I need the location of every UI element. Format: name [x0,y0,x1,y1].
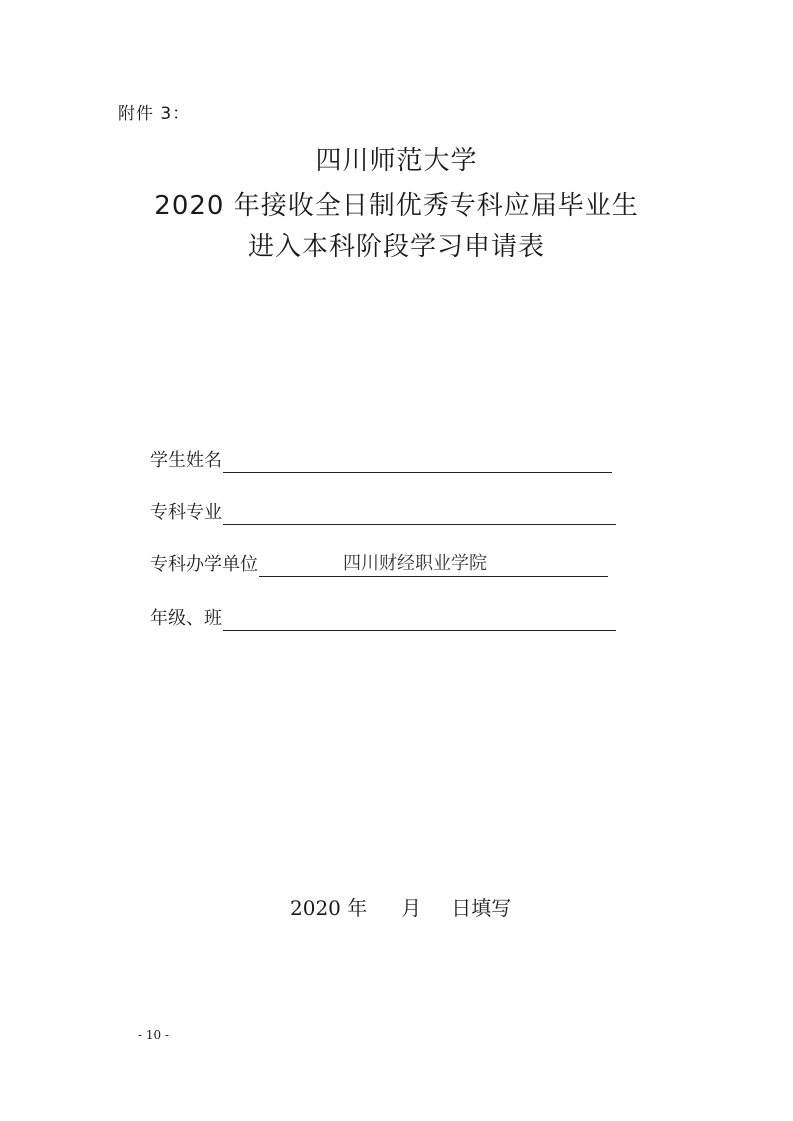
page-number: - 10 - [138,1028,170,1042]
school-label: 专科办学单位 [150,554,258,575]
school-line[interactable] [259,552,608,577]
class-field [150,601,616,631]
title-line-1: 四川师范大学 [315,146,478,176]
date-month: 月 [401,896,422,920]
fill-date [290,892,511,921]
title-line-2: 2020 年接收全日制优秀专科应届毕业生 [154,191,639,221]
major-label: 专科专业 [150,502,222,523]
title-line-3: 进入本科阶段学习申请表 [247,232,545,262]
school-value: 四川财经职业学院 [343,553,487,574]
class-label: 年级、班 [150,608,222,629]
date-year: 2020 年 [290,896,368,920]
attachment-label: 附件 3： [118,104,191,124]
major-field [150,495,616,525]
date-day: 日填写 [451,896,512,920]
student-name-field [150,443,612,473]
student-name-line[interactable] [223,448,612,473]
major-line[interactable] [223,500,616,525]
student-name-label: 学生姓名 [150,450,222,471]
school-field [150,547,608,577]
class-line[interactable] [223,606,616,631]
